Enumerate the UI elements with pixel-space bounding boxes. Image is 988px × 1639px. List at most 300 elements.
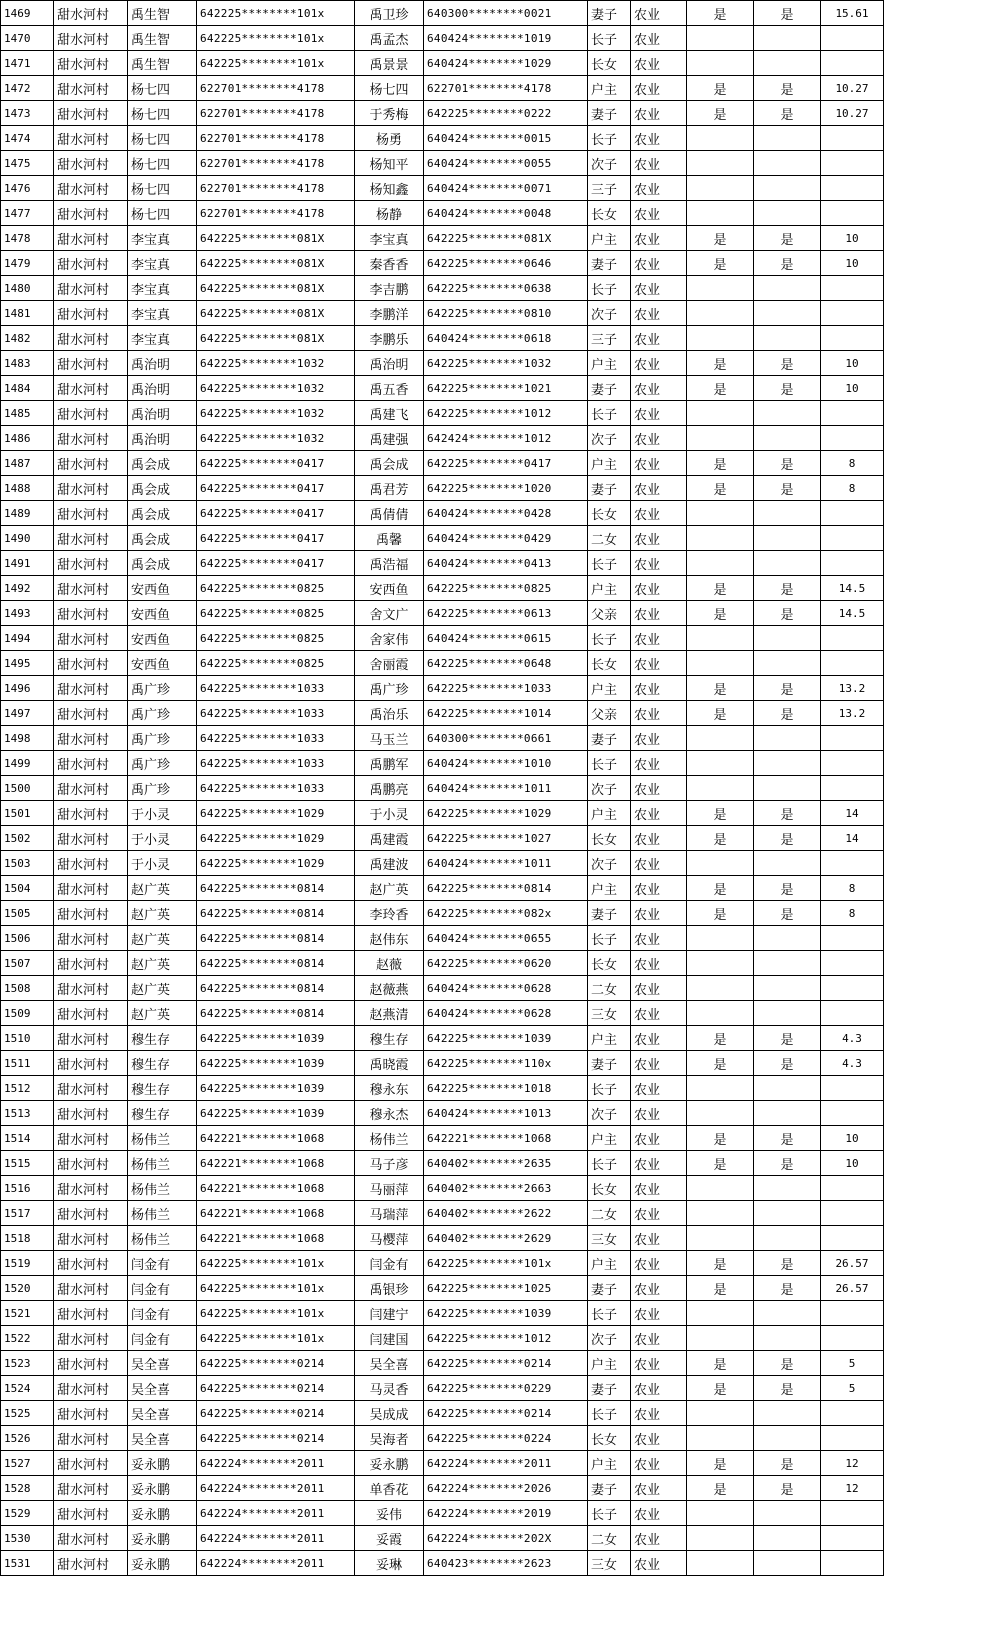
row-number-cell: 1496 — [1, 676, 54, 701]
household-head-cell: 穆生存 — [128, 1051, 197, 1076]
household-type-cell: 农业 — [631, 676, 687, 701]
flag-b-cell: 是 — [754, 226, 821, 251]
household-type-cell: 农业 — [631, 551, 687, 576]
village-cell: 甜水河村 — [54, 1201, 128, 1226]
relationship-cell: 妻子 — [588, 251, 631, 276]
head-id-number-cell: 642221********1068 — [197, 1176, 355, 1201]
flag-a-cell: 是 — [687, 1251, 754, 1276]
amount-cell — [821, 1301, 884, 1326]
row-number-cell: 1526 — [1, 1426, 54, 1451]
member-id-number-cell: 642225********1012 — [424, 401, 588, 426]
flag-a-cell — [687, 976, 754, 1001]
flag-b-cell — [754, 126, 821, 151]
amount-cell — [821, 1426, 884, 1451]
row-number-cell: 1479 — [1, 251, 54, 276]
household-type-cell: 农业 — [631, 1076, 687, 1101]
row-number-cell: 1483 — [1, 351, 54, 376]
village-cell: 甜水河村 — [54, 176, 128, 201]
household-head-cell: 安西鱼 — [128, 576, 197, 601]
amount-cell — [821, 201, 884, 226]
relationship-cell: 次子 — [588, 851, 631, 876]
amount-cell: 4.3 — [821, 1051, 884, 1076]
household-type-cell: 农业 — [631, 576, 687, 601]
household-type-cell: 农业 — [631, 176, 687, 201]
relationship-cell: 长子 — [588, 751, 631, 776]
head-id-number-cell: 642225********081X — [197, 226, 355, 251]
relationship-cell: 长子 — [588, 551, 631, 576]
amount-cell: 14.5 — [821, 576, 884, 601]
household-type-cell: 农业 — [631, 1451, 687, 1476]
member-id-number-cell: 642224********2026 — [424, 1476, 588, 1501]
household-head-cell: 禹广珍 — [128, 751, 197, 776]
household-type-cell: 农业 — [631, 1176, 687, 1201]
row-number-cell: 1523 — [1, 1351, 54, 1376]
member-name-cell: 单香花 — [355, 1476, 424, 1501]
row-number-cell: 1475 — [1, 151, 54, 176]
flag-a-cell: 是 — [687, 1476, 754, 1501]
village-cell: 甜水河村 — [54, 851, 128, 876]
relationship-cell: 妻子 — [588, 1376, 631, 1401]
flag-b-cell — [754, 1501, 821, 1526]
table-row — [1, 1176, 884, 1201]
relationship-cell: 长女 — [588, 51, 631, 76]
household-type-cell: 农业 — [631, 1326, 687, 1351]
head-id-number-cell: 642225********0214 — [197, 1426, 355, 1451]
member-id-number-cell: 642225********1012 — [424, 1326, 588, 1351]
amount-cell — [821, 1101, 884, 1126]
relationship-cell: 妻子 — [588, 726, 631, 751]
head-id-number-cell: 642225********0417 — [197, 551, 355, 576]
village-cell: 甜水河村 — [54, 651, 128, 676]
member-name-cell: 禹建霞 — [355, 826, 424, 851]
member-name-cell: 舍家伟 — [355, 626, 424, 651]
relationship-cell: 妻子 — [588, 1476, 631, 1501]
member-id-number-cell: 642225********1020 — [424, 476, 588, 501]
row-number-cell: 1504 — [1, 876, 54, 901]
row-number-cell: 1492 — [1, 576, 54, 601]
member-id-number-cell: 642225********0224 — [424, 1426, 588, 1451]
head-id-number-cell: 642225********1033 — [197, 676, 355, 701]
row-number-cell: 1491 — [1, 551, 54, 576]
head-id-number-cell: 642225********101x — [197, 1, 355, 26]
member-id-number-cell: 642225********1029 — [424, 801, 588, 826]
relationship-cell: 户主 — [588, 676, 631, 701]
flag-b-cell — [754, 26, 821, 51]
flag-a-cell: 是 — [687, 701, 754, 726]
amount-cell — [821, 1326, 884, 1351]
village-cell: 甜水河村 — [54, 1551, 128, 1576]
row-number-cell: 1485 — [1, 401, 54, 426]
amount-cell — [821, 1526, 884, 1551]
household-head-cell: 禹广珍 — [128, 776, 197, 801]
head-id-number-cell: 642225********1032 — [197, 426, 355, 451]
flag-a-cell — [687, 1551, 754, 1576]
amount-cell: 14.5 — [821, 601, 884, 626]
household-type-cell: 农业 — [631, 1301, 687, 1326]
household-type-cell: 农业 — [631, 501, 687, 526]
flag-a-cell — [687, 726, 754, 751]
flag-a-cell: 是 — [687, 1, 754, 26]
table-row — [1, 1151, 884, 1176]
flag-a-cell — [687, 1501, 754, 1526]
flag-b-cell: 是 — [754, 876, 821, 901]
head-id-number-cell: 622701********4178 — [197, 126, 355, 151]
flag-b-cell: 是 — [754, 1026, 821, 1051]
amount-cell: 10 — [821, 376, 884, 401]
table-row — [1, 26, 884, 51]
head-id-number-cell: 642225********0214 — [197, 1351, 355, 1376]
household-type-cell: 农业 — [631, 751, 687, 776]
flag-a-cell — [687, 1226, 754, 1251]
member-name-cell: 杨静 — [355, 201, 424, 226]
village-cell: 甜水河村 — [54, 1226, 128, 1251]
member-name-cell: 禹景景 — [355, 51, 424, 76]
member-id-number-cell: 642225********110x — [424, 1051, 588, 1076]
member-name-cell: 吴海者 — [355, 1426, 424, 1451]
member-name-cell: 杨伟兰 — [355, 1126, 424, 1151]
table-row — [1, 1276, 884, 1301]
village-cell: 甜水河村 — [54, 326, 128, 351]
head-id-number-cell: 642224********2011 — [197, 1501, 355, 1526]
amount-cell — [821, 951, 884, 976]
flag-b-cell: 是 — [754, 1451, 821, 1476]
table-row — [1, 151, 884, 176]
flag-a-cell — [687, 851, 754, 876]
head-id-number-cell: 642225********0814 — [197, 926, 355, 951]
member-id-number-cell: 640424********0628 — [424, 976, 588, 1001]
member-id-number-cell: 642225********1032 — [424, 351, 588, 376]
amount-cell — [821, 26, 884, 51]
village-cell: 甜水河村 — [54, 751, 128, 776]
head-id-number-cell: 642225********1039 — [197, 1101, 355, 1126]
member-name-cell: 闫建国 — [355, 1326, 424, 1351]
member-name-cell: 杨七四 — [355, 76, 424, 101]
amount-cell — [821, 501, 884, 526]
village-cell: 甜水河村 — [54, 526, 128, 551]
head-id-number-cell: 642225********101x — [197, 51, 355, 76]
household-type-cell: 农业 — [631, 276, 687, 301]
household-head-cell: 吴全喜 — [128, 1401, 197, 1426]
amount-cell — [821, 751, 884, 776]
flag-a-cell: 是 — [687, 351, 754, 376]
relationship-cell: 长子 — [588, 1401, 631, 1426]
flag-a-cell — [687, 176, 754, 201]
flag-a-cell — [687, 776, 754, 801]
village-cell: 甜水河村 — [54, 501, 128, 526]
village-cell: 甜水河村 — [54, 1026, 128, 1051]
member-id-number-cell: 640424********0071 — [424, 176, 588, 201]
flag-b-cell: 是 — [754, 801, 821, 826]
flag-b-cell: 是 — [754, 101, 821, 126]
flag-b-cell: 是 — [754, 826, 821, 851]
flag-b-cell — [754, 1426, 821, 1451]
household-type-cell: 农业 — [631, 401, 687, 426]
amount-cell — [821, 151, 884, 176]
row-number-cell: 1494 — [1, 626, 54, 651]
member-name-cell: 禹治乐 — [355, 701, 424, 726]
relationship-cell: 次子 — [588, 301, 631, 326]
member-id-number-cell: 642225********0229 — [424, 1376, 588, 1401]
village-cell: 甜水河村 — [54, 251, 128, 276]
flag-b-cell — [754, 401, 821, 426]
head-id-number-cell: 642225********1032 — [197, 376, 355, 401]
village-cell: 甜水河村 — [54, 726, 128, 751]
flag-b-cell: 是 — [754, 701, 821, 726]
household-type-cell: 农业 — [631, 726, 687, 751]
table-row — [1, 126, 884, 151]
village-cell: 甜水河村 — [54, 901, 128, 926]
row-number-cell: 1472 — [1, 76, 54, 101]
flag-a-cell — [687, 1301, 754, 1326]
table-row — [1, 1301, 884, 1326]
relationship-cell: 妻子 — [588, 1, 631, 26]
flag-a-cell — [687, 1076, 754, 1101]
table-row — [1, 301, 884, 326]
village-cell: 甜水河村 — [54, 1, 128, 26]
household-type-cell: 农业 — [631, 601, 687, 626]
flag-b-cell — [754, 176, 821, 201]
relationship-cell: 长子 — [588, 26, 631, 51]
row-number-cell: 1500 — [1, 776, 54, 801]
head-id-number-cell: 642225********1033 — [197, 751, 355, 776]
relationship-cell: 户主 — [588, 801, 631, 826]
household-head-cell: 杨七四 — [128, 76, 197, 101]
flag-b-cell — [754, 1176, 821, 1201]
member-name-cell: 赵广英 — [355, 876, 424, 901]
household-head-cell: 闫金有 — [128, 1326, 197, 1351]
amount-cell — [821, 976, 884, 1001]
household-type-cell: 农业 — [631, 1201, 687, 1226]
table-row — [1, 901, 884, 926]
row-number-cell: 1524 — [1, 1376, 54, 1401]
row-number-cell: 1484 — [1, 376, 54, 401]
village-cell: 甜水河村 — [54, 151, 128, 176]
household-type-cell: 农业 — [631, 326, 687, 351]
head-id-number-cell: 642221********1068 — [197, 1226, 355, 1251]
member-id-number-cell: 642225********0620 — [424, 951, 588, 976]
flag-b-cell: 是 — [754, 601, 821, 626]
village-cell: 甜水河村 — [54, 26, 128, 51]
member-name-cell: 禹五香 — [355, 376, 424, 401]
village-cell: 甜水河村 — [54, 1301, 128, 1326]
table-row — [1, 451, 884, 476]
relationship-cell: 户主 — [588, 76, 631, 101]
member-id-number-cell: 642225********0222 — [424, 101, 588, 126]
member-name-cell: 禹鹏军 — [355, 751, 424, 776]
household-head-cell: 吴全喜 — [128, 1426, 197, 1451]
amount-cell: 10 — [821, 1151, 884, 1176]
amount-cell — [821, 851, 884, 876]
row-number-cell: 1518 — [1, 1226, 54, 1251]
flag-a-cell — [687, 1176, 754, 1201]
table-body — [1, 1, 884, 1576]
flag-b-cell: 是 — [754, 1, 821, 26]
flag-b-cell: 是 — [754, 1251, 821, 1276]
flag-b-cell — [754, 1401, 821, 1426]
member-name-cell: 闫建宁 — [355, 1301, 424, 1326]
flag-b-cell — [754, 1201, 821, 1226]
row-number-cell: 1517 — [1, 1201, 54, 1226]
row-number-cell: 1473 — [1, 101, 54, 126]
flag-b-cell: 是 — [754, 1151, 821, 1176]
amount-cell — [821, 301, 884, 326]
relationship-cell: 户主 — [588, 876, 631, 901]
relationship-cell: 次子 — [588, 426, 631, 451]
member-name-cell: 禹治明 — [355, 351, 424, 376]
flag-a-cell — [687, 1526, 754, 1551]
head-id-number-cell: 642221********1068 — [197, 1201, 355, 1226]
household-head-cell: 禹会成 — [128, 501, 197, 526]
household-type-cell: 农业 — [631, 201, 687, 226]
flag-b-cell — [754, 851, 821, 876]
member-name-cell: 李宝真 — [355, 226, 424, 251]
household-type-cell: 农业 — [631, 251, 687, 276]
relationship-cell: 长女 — [588, 1176, 631, 1201]
village-cell: 甜水河村 — [54, 1101, 128, 1126]
relationship-cell: 长女 — [588, 951, 631, 976]
household-head-cell: 穆生存 — [128, 1076, 197, 1101]
table-row — [1, 1526, 884, 1551]
household-type-cell: 农业 — [631, 826, 687, 851]
flag-b-cell — [754, 51, 821, 76]
amount-cell: 8 — [821, 476, 884, 501]
flag-a-cell: 是 — [687, 676, 754, 701]
table-row — [1, 1501, 884, 1526]
household-head-cell: 李宝真 — [128, 301, 197, 326]
amount-cell: 10 — [821, 226, 884, 251]
flag-a-cell: 是 — [687, 1351, 754, 1376]
household-head-cell: 禹会成 — [128, 551, 197, 576]
member-name-cell: 安西鱼 — [355, 576, 424, 601]
head-id-number-cell: 642225********081X — [197, 276, 355, 301]
row-number-cell: 1513 — [1, 1101, 54, 1126]
head-id-number-cell: 622701********4178 — [197, 201, 355, 226]
table-row — [1, 326, 884, 351]
village-cell: 甜水河村 — [54, 126, 128, 151]
amount-cell — [821, 1176, 884, 1201]
relationship-cell: 户主 — [588, 1026, 631, 1051]
village-cell: 甜水河村 — [54, 1176, 128, 1201]
flag-a-cell — [687, 276, 754, 301]
village-cell: 甜水河村 — [54, 1151, 128, 1176]
member-name-cell: 禹晓霞 — [355, 1051, 424, 1076]
member-id-number-cell: 640424********0615 — [424, 626, 588, 651]
member-id-number-cell: 640402********2622 — [424, 1201, 588, 1226]
amount-cell: 14 — [821, 801, 884, 826]
relationship-cell: 妻子 — [588, 1276, 631, 1301]
member-name-cell: 妥永鹏 — [355, 1451, 424, 1476]
amount-cell — [821, 776, 884, 801]
flag-b-cell: 是 — [754, 1351, 821, 1376]
table-row — [1, 1226, 884, 1251]
household-head-cell: 杨伟兰 — [128, 1201, 197, 1226]
row-number-cell: 1516 — [1, 1176, 54, 1201]
household-head-cell: 杨伟兰 — [128, 1226, 197, 1251]
head-id-number-cell: 642225********1039 — [197, 1051, 355, 1076]
village-cell: 甜水河村 — [54, 76, 128, 101]
household-head-cell: 李宝真 — [128, 326, 197, 351]
member-id-number-cell: 640424********0015 — [424, 126, 588, 151]
head-id-number-cell: 642225********0214 — [197, 1401, 355, 1426]
member-name-cell: 禹建飞 — [355, 401, 424, 426]
row-number-cell: 1511 — [1, 1051, 54, 1076]
row-number-cell: 1512 — [1, 1076, 54, 1101]
table-row — [1, 526, 884, 551]
household-head-cell: 于小灵 — [128, 826, 197, 851]
member-id-number-cell: 642225********1039 — [424, 1026, 588, 1051]
amount-cell — [821, 726, 884, 751]
row-number-cell: 1508 — [1, 976, 54, 1001]
household-head-cell: 赵广英 — [128, 951, 197, 976]
amount-cell — [821, 51, 884, 76]
member-id-number-cell: 642225********1033 — [424, 676, 588, 701]
household-head-cell: 穆生存 — [128, 1026, 197, 1051]
flag-b-cell: 是 — [754, 1276, 821, 1301]
head-id-number-cell: 642225********1033 — [197, 701, 355, 726]
member-name-cell: 禹鹏亮 — [355, 776, 424, 801]
head-id-number-cell: 642225********0417 — [197, 501, 355, 526]
member-name-cell: 李吉鹏 — [355, 276, 424, 301]
flag-b-cell — [754, 326, 821, 351]
flag-b-cell: 是 — [754, 251, 821, 276]
flag-b-cell: 是 — [754, 376, 821, 401]
household-type-cell: 农业 — [631, 126, 687, 151]
amount-cell — [821, 1401, 884, 1426]
member-id-number-cell: 642225********1039 — [424, 1301, 588, 1326]
household-head-cell: 赵广英 — [128, 926, 197, 951]
household-head-cell: 妥永鹏 — [128, 1451, 197, 1476]
member-name-cell: 穆永杰 — [355, 1101, 424, 1126]
member-name-cell: 赵薇燕 — [355, 976, 424, 1001]
flag-b-cell: 是 — [754, 1476, 821, 1501]
head-id-number-cell: 642225********0417 — [197, 526, 355, 551]
member-id-number-cell: 642225********081X — [424, 226, 588, 251]
flag-a-cell: 是 — [687, 576, 754, 601]
flag-a-cell: 是 — [687, 376, 754, 401]
head-id-number-cell: 642225********0814 — [197, 976, 355, 1001]
village-cell: 甜水河村 — [54, 776, 128, 801]
member-name-cell: 妥琳 — [355, 1551, 424, 1576]
household-head-cell: 安西鱼 — [128, 601, 197, 626]
member-id-number-cell: 642221********1068 — [424, 1126, 588, 1151]
row-number-cell: 1498 — [1, 726, 54, 751]
member-id-number-cell: 640423********2623 — [424, 1551, 588, 1576]
flag-a-cell — [687, 926, 754, 951]
row-number-cell: 1477 — [1, 201, 54, 226]
amount-cell — [821, 926, 884, 951]
table-row — [1, 951, 884, 976]
amount-cell: 5 — [821, 1351, 884, 1376]
household-type-cell: 农业 — [631, 976, 687, 1001]
relationship-cell: 长子 — [588, 1301, 631, 1326]
member-id-number-cell: 640424********1013 — [424, 1101, 588, 1126]
head-id-number-cell: 642225********1033 — [197, 776, 355, 801]
amount-cell — [821, 276, 884, 301]
table-row — [1, 201, 884, 226]
household-type-cell: 农业 — [631, 901, 687, 926]
table-row — [1, 1351, 884, 1376]
household-type-cell: 农业 — [631, 1551, 687, 1576]
row-number-cell: 1510 — [1, 1026, 54, 1051]
amount-cell — [821, 176, 884, 201]
relationship-cell: 三子 — [588, 176, 631, 201]
amount-cell: 26.57 — [821, 1276, 884, 1301]
amount-cell — [821, 1201, 884, 1226]
row-number-cell: 1515 — [1, 1151, 54, 1176]
table-row — [1, 1126, 884, 1151]
member-id-number-cell: 642225********0810 — [424, 301, 588, 326]
flag-b-cell — [754, 501, 821, 526]
